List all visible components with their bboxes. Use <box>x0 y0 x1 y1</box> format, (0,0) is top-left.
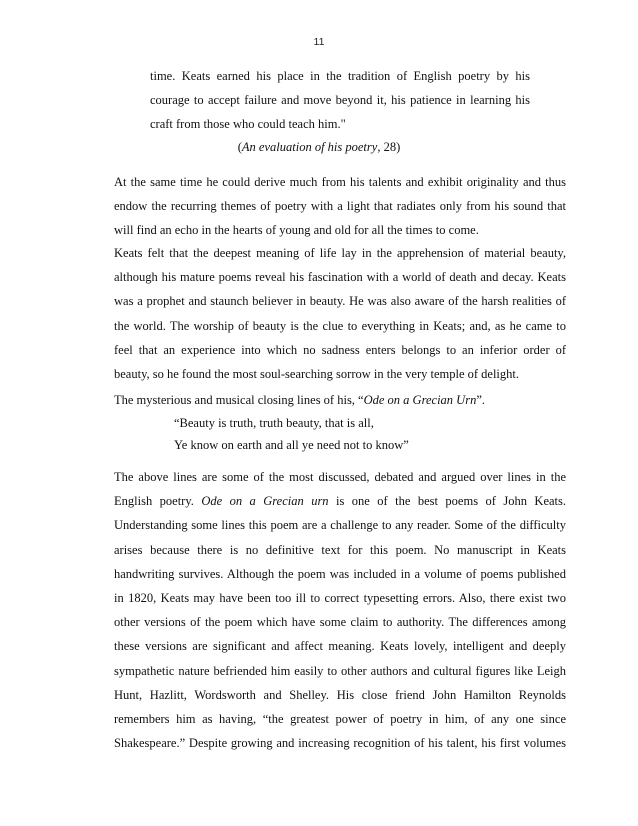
quote-line: time. Keats earned his place in the tradition of English poetry by his <box>150 69 530 83</box>
text-line: these versions are significant and affect meaning. Keats lovely, intelligent and deeply <box>114 639 566 654</box>
text-line: Shakespeare.” Despite growing and increasing recognition of his talent, his first volumes <box>114 736 566 751</box>
text-line: other versions of the poem which have some claim to authority. The differences among <box>114 615 566 630</box>
text-line: At the same time he could derive much from his talents and exhibit originality and thus <box>114 175 566 189</box>
paragraph-3 <box>114 388 566 456</box>
text-line: beauty, so he found the most soul-searching sorrow in the very temple of delight. <box>114 366 519 381</box>
text-line: was a prophet and staunch believer in beauty. He was also aware of the harsh realities of <box>114 294 566 309</box>
text-line: The above lines are some of the most discussed, debated and argued over lines in the <box>114 470 566 484</box>
citation-title: An evaluation of his poetry <box>241 140 378 154</box>
text-line: in 1820, Keats may have been too ill to correct typesetting errors. Also, there exist two <box>114 590 566 605</box>
poem-line: “Beauty is truth, truth beauty, that is all, <box>174 416 374 431</box>
page-number: 11 <box>313 36 325 48</box>
text-line: endow the recurring themes of poetry with a light that radiates only from his sound that <box>114 199 566 214</box>
text-line: Hunt, Hazlitt, Wordsworth and Shelley. His close friend John Hamilton Reynolds <box>114 687 566 702</box>
poem-title-inline: Ode on a Grecian urn <box>201 494 329 509</box>
paragraph-1 <box>114 170 566 243</box>
text-line: English poetry. Ode on a Grecian urn is one of the best poems of John Keats. <box>114 494 567 509</box>
paragraph-4 <box>114 465 566 755</box>
text-line: The mysterious and musical closing lines of his, “Ode on a Grecian Urn”. <box>114 393 486 407</box>
quote-citation: (An evaluation of his poetry, 28) <box>237 140 401 154</box>
text-line: will find an echo in the hearts of young and old for all the times to come. <box>114 223 479 238</box>
text-line: sympathetic nature befriended him easily to other authors and cultural figures like Leigh <box>114 663 566 678</box>
block-quote <box>114 64 566 137</box>
text-line: Keats felt that the deepest meaning of life lay in the apprehension of material beauty, <box>114 246 566 260</box>
text-line: feel that an experience into which no sadness enters belongs to an inferior order of <box>114 342 566 357</box>
poem-line: Ye know on earth and all ye need not to know” <box>174 438 409 453</box>
text-line: handwriting survives. Although the poem was included in a volume of poems published <box>114 566 566 581</box>
text-line: Understanding some lines this poem are a challenge to any reader. Some of the difficulty <box>114 518 566 533</box>
text-line: remembers him as having, “the greatest power of poetry in him, of any one since <box>114 711 566 726</box>
quote-line: craft from those who could teach him." <box>150 117 346 132</box>
paragraph-2 <box>114 241 566 386</box>
quote-line: courage to accept failure and move beyond it, his patience in learning his <box>150 93 530 108</box>
poem-title: Ode on a Grecian Urn <box>363 393 477 407</box>
text-line: the world. The worship of beauty is the clue to everything in Keats; and, as he came to <box>114 318 566 333</box>
text-line: although his mature poems reveal his fascination with a world of death and decay. Keats <box>114 270 566 285</box>
text-line: arises because there is no definitive text for this poem. No manuscript in Keats <box>114 542 566 557</box>
